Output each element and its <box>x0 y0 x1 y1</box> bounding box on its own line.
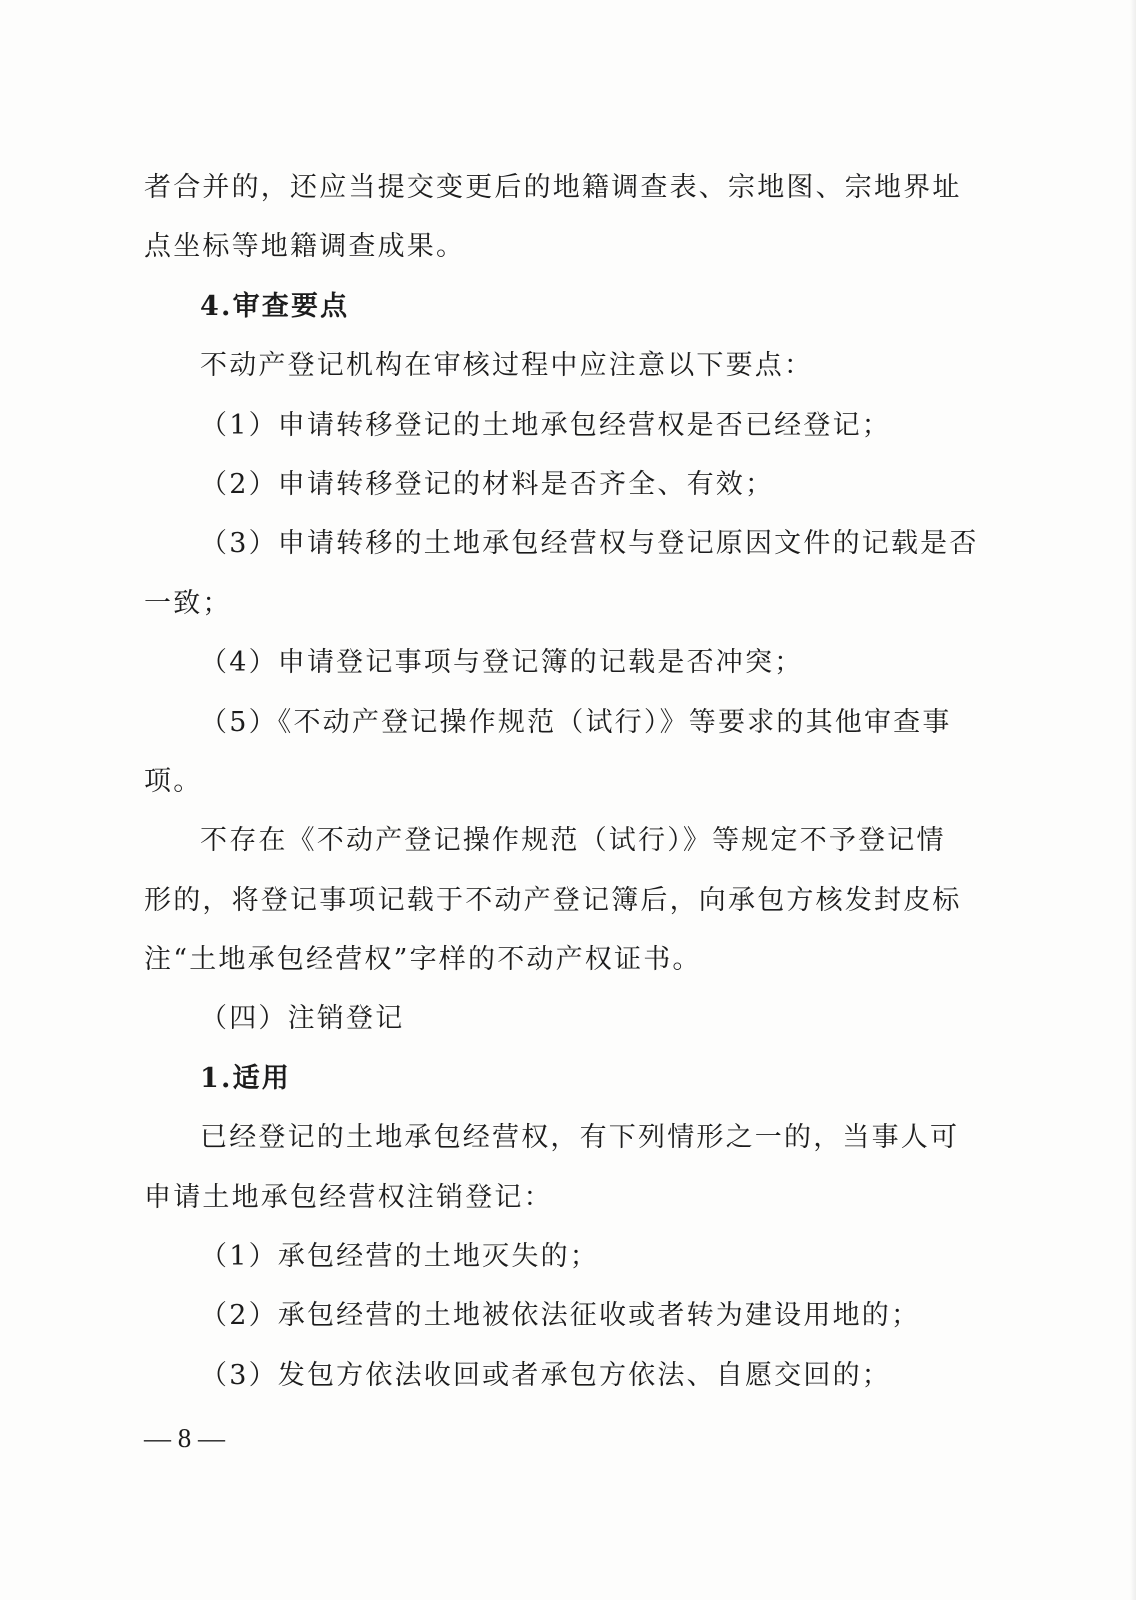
body-line: 已经登记的土地承包经营权，有下列情形之一的，当事人可 <box>200 1122 960 1154</box>
section-heading: 4.审查要点 <box>200 290 350 322</box>
body-line: 不动产登记机构在审核过程中应注意以下要点： <box>200 350 814 382</box>
list-item: （3）申请转移的土地承包经营权与登记原因文件的记载是否 <box>200 528 979 560</box>
list-item: （2）申请转移登记的材料是否齐全、有效； <box>200 468 775 500</box>
body-line: 一致； <box>144 587 232 619</box>
body-line: 点坐标等地籍调查成果。 <box>144 231 466 263</box>
body-line: 者合并的，还应当提交变更后的地籍调查表、宗地图、宗地界址 <box>144 172 962 203</box>
list-item: （1）承包经营的土地灭失的； <box>200 1241 599 1273</box>
body-line: 不存在《不动产登记操作规范（试行）》等规定不予登记情 <box>200 825 946 857</box>
body-line: 注“土地承包经营权”字样的不动产权证书。 <box>144 944 702 976</box>
list-item: （5）《不动产登记操作规范（试行）》等要求的其他审查事 <box>200 706 952 738</box>
page-number: — 8 — <box>144 1423 225 1453</box>
subsection-heading: 1.适用 <box>200 1062 291 1094</box>
list-item: （2）承包经营的土地被依法征收或者转为建设用地的； <box>200 1300 921 1332</box>
scan-edge-shadow <box>1130 0 1136 1600</box>
list-item: （3）发包方依法收回或者承包方依法、自愿交回的； <box>200 1359 891 1391</box>
document-body <box>144 158 979 1405</box>
body-line: 形的，将登记事项记载于不动产登记簿后，向承包方核发封皮标 <box>144 884 962 916</box>
body-line: 项。 <box>144 765 203 797</box>
list-item: （4）申请登记事项与登记簿的记载是否冲突； <box>200 647 804 679</box>
list-item: （1）申请转移登记的土地承包经营权是否已经登记； <box>200 409 891 441</box>
section-heading: （四）注销登记 <box>200 1003 405 1035</box>
body-line: 申请土地承包经营权注销登记： <box>144 1181 553 1213</box>
